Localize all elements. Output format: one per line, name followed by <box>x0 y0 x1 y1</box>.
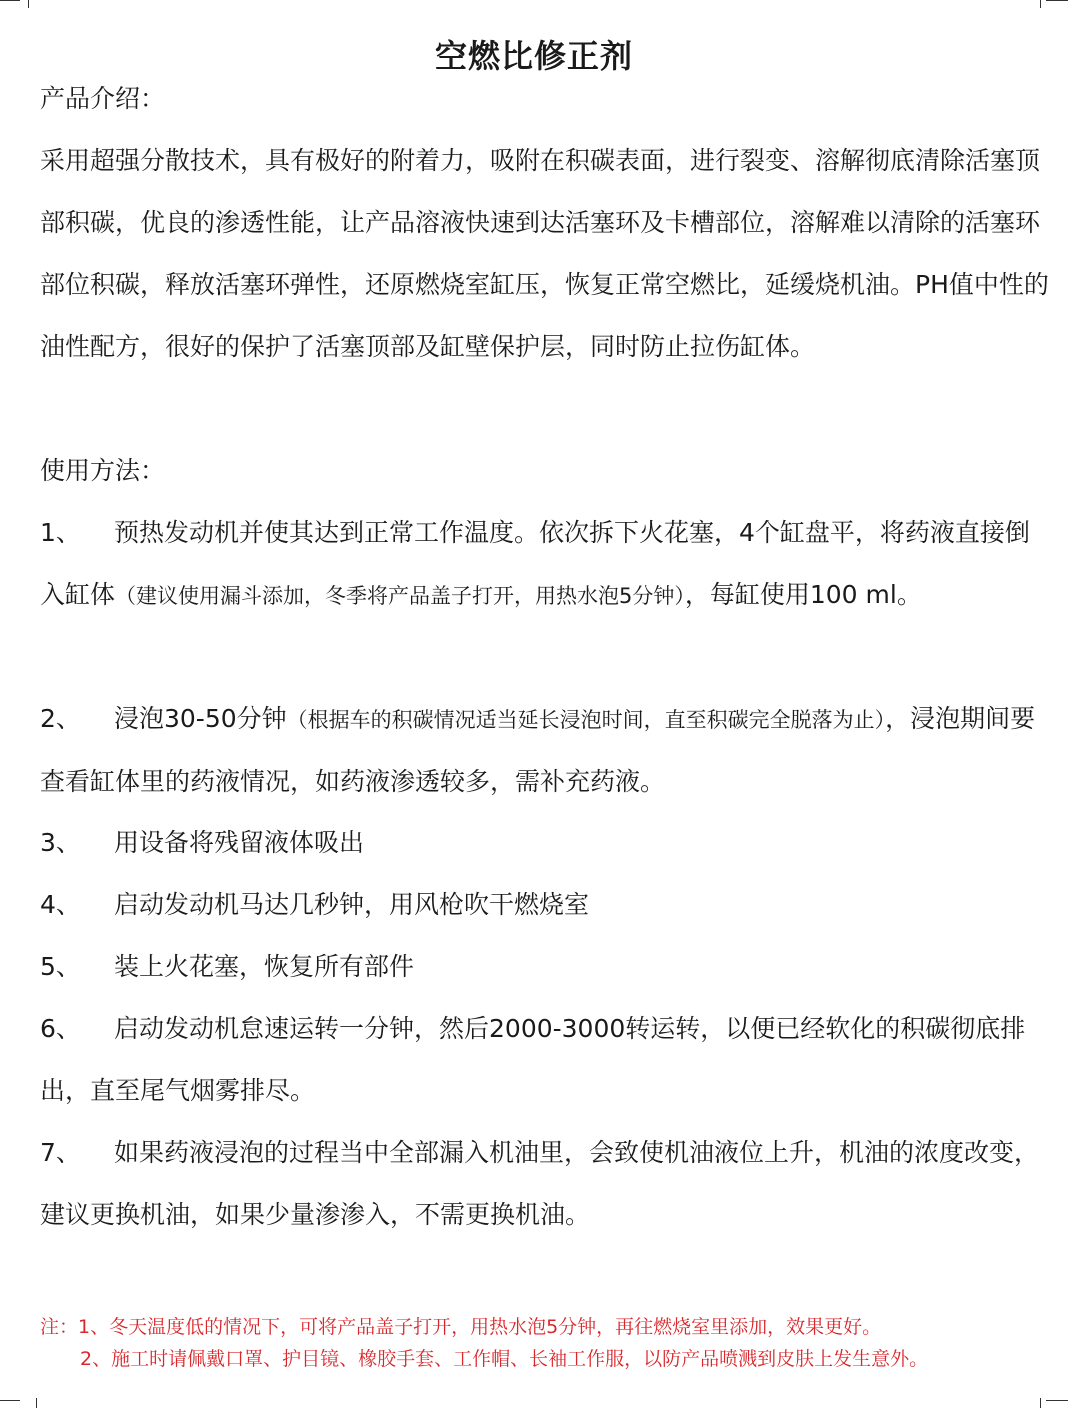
step-text: 启动发动机怠速运转一分钟，然后2000-3000转运转，以便已经软化的积碳彻底排出，直至尾气烟雾排尽。 <box>40 1014 1026 1105</box>
crop-mark-top-left-v <box>28 0 29 8</box>
step-5 <box>40 936 1050 998</box>
step-3 <box>40 812 1050 874</box>
crop-mark-top-right <box>1046 0 1068 1</box>
step-number: 1、 <box>40 518 81 547</box>
intro-body: 采用超强分散技术，具有极好的附着力，吸附在积碳表面，进行裂变、溶解彻底清除活塞顶部积碳，优良的渗透性能，让产品溶液快速到达活塞环及卡槽部位，溶解难以清除的活塞环部位积碳，释放活塞环弹性，还原燃烧室缸压，恢复正常空燃比，延缓烧机油。PH值中性的油性配方，很好的保护了活塞顶部及缸壁保护层，同时防止拉伤缸体。 <box>40 146 1049 361</box>
step-6 <box>40 998 1050 1122</box>
step-2 <box>40 688 1050 813</box>
crop-mark-top-left <box>0 0 20 1</box>
step-note: （建议使用漏斗添加，冬季将产品盖子打开，用热水泡5分钟） <box>115 584 685 608</box>
crop-mark-bottom-left-v <box>36 1398 37 1408</box>
step-text: 启动发动机马达几秒钟，用风枪吹干燃烧室 <box>114 890 590 919</box>
step-note: （根据车的积碳情况适当延长浸泡时间，直至积碳完全脱落为止） <box>286 708 886 732</box>
note-line-2: 2、施工时请佩戴口罩、护目镜、橡胶手套、工作帽、长袖工作服，以防产品喷溅到皮肤上发生意外。 <box>80 1348 929 1370</box>
step-text: 预热发动机并使其达到正常工作温度。依次拆下火花塞，4个缸盘平，将药液直接倒入缸体 <box>40 518 1030 609</box>
crop-mark-bottom-left <box>0 1400 20 1401</box>
crop-mark-top-right-v <box>1040 0 1041 8</box>
intro-heading: 产品介绍： <box>40 84 166 113</box>
crop-mark-bottom-right-v <box>1040 1398 1041 1408</box>
notes-block <box>40 1311 1050 1375</box>
step-number: 3、 <box>40 828 81 857</box>
usage-heading: 使用方法： <box>40 456 166 485</box>
step-number: 7、 <box>40 1138 81 1167</box>
step-number: 5、 <box>40 952 81 981</box>
step-text: 如果药液浸泡的过程当中全部漏入机油里，会致使机油液位上升，机油的浓度改变，建议更换机油，如果少量渗渗入，不需更换机油。 <box>40 1138 1040 1229</box>
step-text: 装上火花塞，恢复所有部件 <box>114 952 415 981</box>
step-tail: ，浸泡期间要查看缸体里的药液情况，如药液渗透较多，需补充药液。 <box>40 704 1036 796</box>
step-4 <box>40 874 1050 936</box>
step-7 <box>40 1122 1050 1246</box>
step-number: 4、 <box>40 890 81 919</box>
note-line-1: 注：1、冬天温度低的情况下，可将产品盖子打开，用热水泡5分钟，再往燃烧室里添加，效果更好。 <box>40 1316 882 1338</box>
step-tail: ，每缸使用100 ml。 <box>684 580 922 609</box>
step-text: 浸泡30-50分钟 <box>114 704 287 733</box>
page-title: 空燃比修正剂 <box>434 37 633 76</box>
step-text: 用设备将残留液体吸出 <box>114 828 365 857</box>
step-number: 2、 <box>40 704 81 733</box>
step-number: 6、 <box>40 1014 81 1043</box>
step-1 <box>40 502 1050 627</box>
crop-mark-bottom-right <box>1046 1400 1068 1401</box>
